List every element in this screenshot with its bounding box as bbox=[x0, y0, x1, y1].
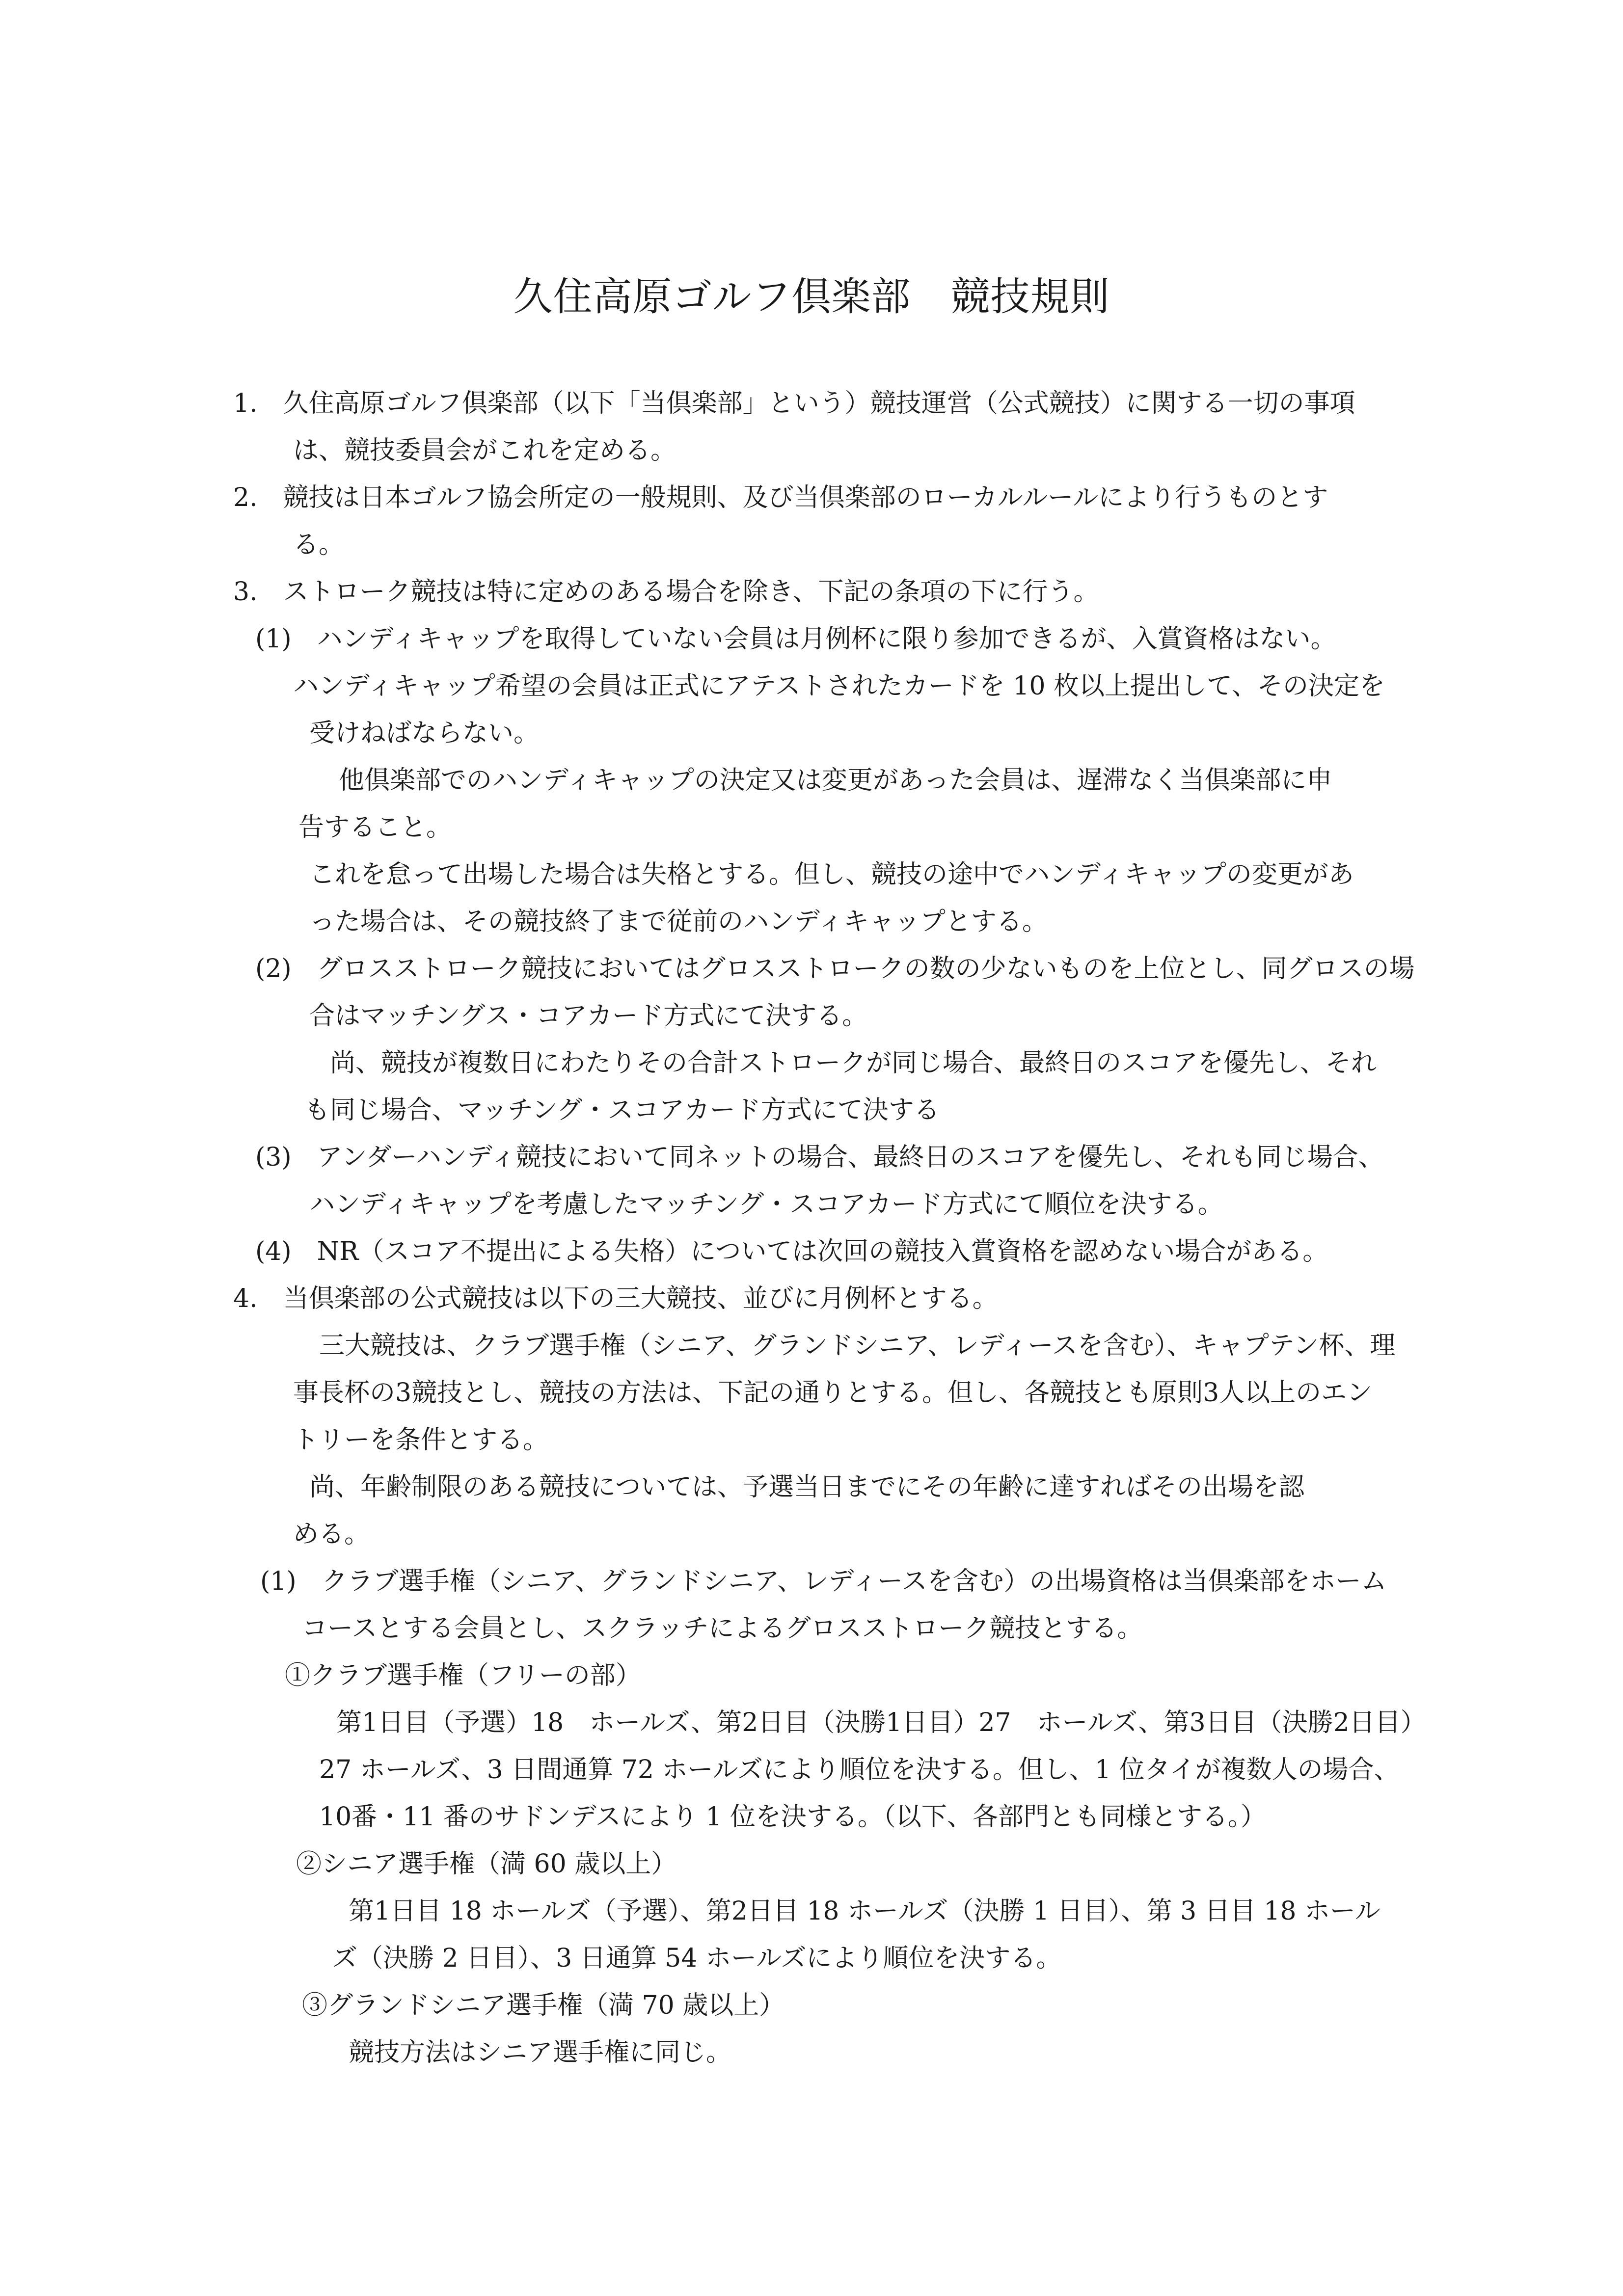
page-title: 久住高原ゴルフ倶楽部 競技規則 bbox=[513, 274, 1110, 320]
rule-4-1-item-2-line-1: 第1日目 18 ホールズ（予選）、第2日目 18 ホールズ（決勝 1 日目）、第 3 日目 18 ホール bbox=[349, 1896, 1380, 1926]
rule-3-1-line-7: った場合は、その競技終了まで従前のハンディキャップとする。 bbox=[309, 907, 1048, 936]
rule-3-1-line-3: 受けねばならない。 bbox=[309, 719, 540, 748]
rule-4-line-2: 三大競技は、クラブ選手権（シニア、グランドシニア、レディースを含む）、キャプテン杯、理 bbox=[319, 1331, 1396, 1361]
rule-4-line-3: 事長杯の3競技とし、競技の方法は、下記の通りとする。但し、各競技とも原則3人以上のエン bbox=[293, 1378, 1373, 1408]
rule-4-1-item-1-line-1: 第1日目（予選）18 ホールズ、第2日目（決勝1日目）27 ホールズ、第3日目（決勝2日目） bbox=[336, 1708, 1426, 1737]
rule-3-3-line-1: (3) アンダーハンディ競技において同ネットの場合、最終日のスコアを優先し、それも同じ場合、 bbox=[255, 1143, 1384, 1172]
rule-3-2-line-3: 尚、競技が複数日にわたりその合計ストロークが同じ場合、最終日のスコアを優先し、それ bbox=[330, 1048, 1377, 1078]
rule-3-2-line-2: 合はマッチングス・コアカード方式にて決する。 bbox=[309, 1001, 868, 1031]
rule-3-3-line-2: ハンディキャップを考慮したマッチング・スコアカード方式にて順位を決する。 bbox=[309, 1190, 1223, 1219]
rule-3-4-line-1: (4) NR（スコア不提出による失格）については次回の競技入賞資格を認めない場合がある。 bbox=[255, 1237, 1328, 1266]
rule-4-1-item-1-line-2: 27 ホールズ、3 日間通算 72 ホールズにより順位を決する。但し、1 位タイが複数人の場合、 bbox=[319, 1755, 1400, 1785]
rule-4-1-item-1-heading: ①クラブ選手権（フリーの部） bbox=[285, 1661, 641, 1690]
rule-4-1-item-1-line-3: 10番・11 番のサドンデスにより 1 位を決する。（以下、各部門とも同様とする。） bbox=[319, 1802, 1266, 1832]
rule-4-1-line-1: (1) クラブ選手権（シニア、グランドシニア、レディースを含む）の出場資格は当倶楽部をホーム bbox=[260, 1567, 1387, 1596]
rule-2-line-2: る。 bbox=[293, 530, 345, 560]
rule-4-1-item-3-heading: ③グランドシニア選手権（満 70 歳以上） bbox=[302, 1991, 785, 2020]
rule-1-line-1: 1. 久住高原ゴルフ倶楽部（以下「当倶楽部」という）競技運営（公式競技）に関する一切の事項 bbox=[233, 389, 1355, 418]
rule-4-1-line-2: コースとする会員とし、スクラッチによるグロスストローク競技とする。 bbox=[302, 1614, 1143, 1643]
rule-3-line-1: 3. ストローク競技は特に定めのある場合を除き、下記の条項の下に行う。 bbox=[233, 577, 1099, 607]
rule-1-line-2: は、競技委員会がこれを定める。 bbox=[293, 436, 676, 465]
rule-2-line-1: 2. 競技は日本ゴルフ協会所定の一般規則、及び当倶楽部のローカルルールにより行うものとす bbox=[233, 483, 1328, 512]
rule-4-line-6: める。 bbox=[293, 1520, 370, 1549]
rule-3-1-line-5: 告すること。 bbox=[298, 813, 452, 842]
rule-4-1-item-2-heading: ②シニア選手権（満 60 歳以上） bbox=[296, 1849, 677, 1879]
rule-3-1-line-4: 他倶楽部でのハンディキャップの決定又は変更があった会員は、遅滞なく当倶楽部に申 bbox=[339, 766, 1332, 795]
rule-4-line-5: 尚、年齢制限のある競技については、予選当日までにその年齢に達すればその出場を認 bbox=[309, 1472, 1304, 1502]
rule-4-line-4: トリーを条件とする。 bbox=[293, 1425, 549, 1455]
rule-3-1-line-1: (1) ハンディキャップを取得していない会員は月例杯に限り参加できるが、入賞資格はない。 bbox=[255, 624, 1336, 654]
rule-4-1-item-3-line-1: 競技方法はシニア選手権に同じ。 bbox=[349, 2038, 732, 2067]
rule-4-1-item-2-line-2: ズ（決勝 2 日目）、3 日通算 54 ホールズにより順位を決する。 bbox=[332, 1944, 1062, 1973]
rule-4-line-1: 4. 当倶楽部の公式競技は以下の三大競技、並びに月例杯とする。 bbox=[233, 1284, 998, 1313]
rule-3-2-line-1: (2) グロスストローク競技においてはグロスストロークの数の少ないものを上位とし、同グロスの場 bbox=[255, 954, 1415, 984]
rule-3-1-line-2: ハンディキャップ希望の会員は正式にアテストされたカードを 10 枚以上提出して、その決定を bbox=[293, 671, 1385, 701]
rule-3-2-line-4: も同じ場合、マッチング・スコアカード方式にて決する bbox=[304, 1095, 940, 1125]
rule-3-1-line-6: これを怠って出場した場合は失格とする。但し、競技の途中でハンディキャップの変更があ bbox=[309, 860, 1354, 889]
